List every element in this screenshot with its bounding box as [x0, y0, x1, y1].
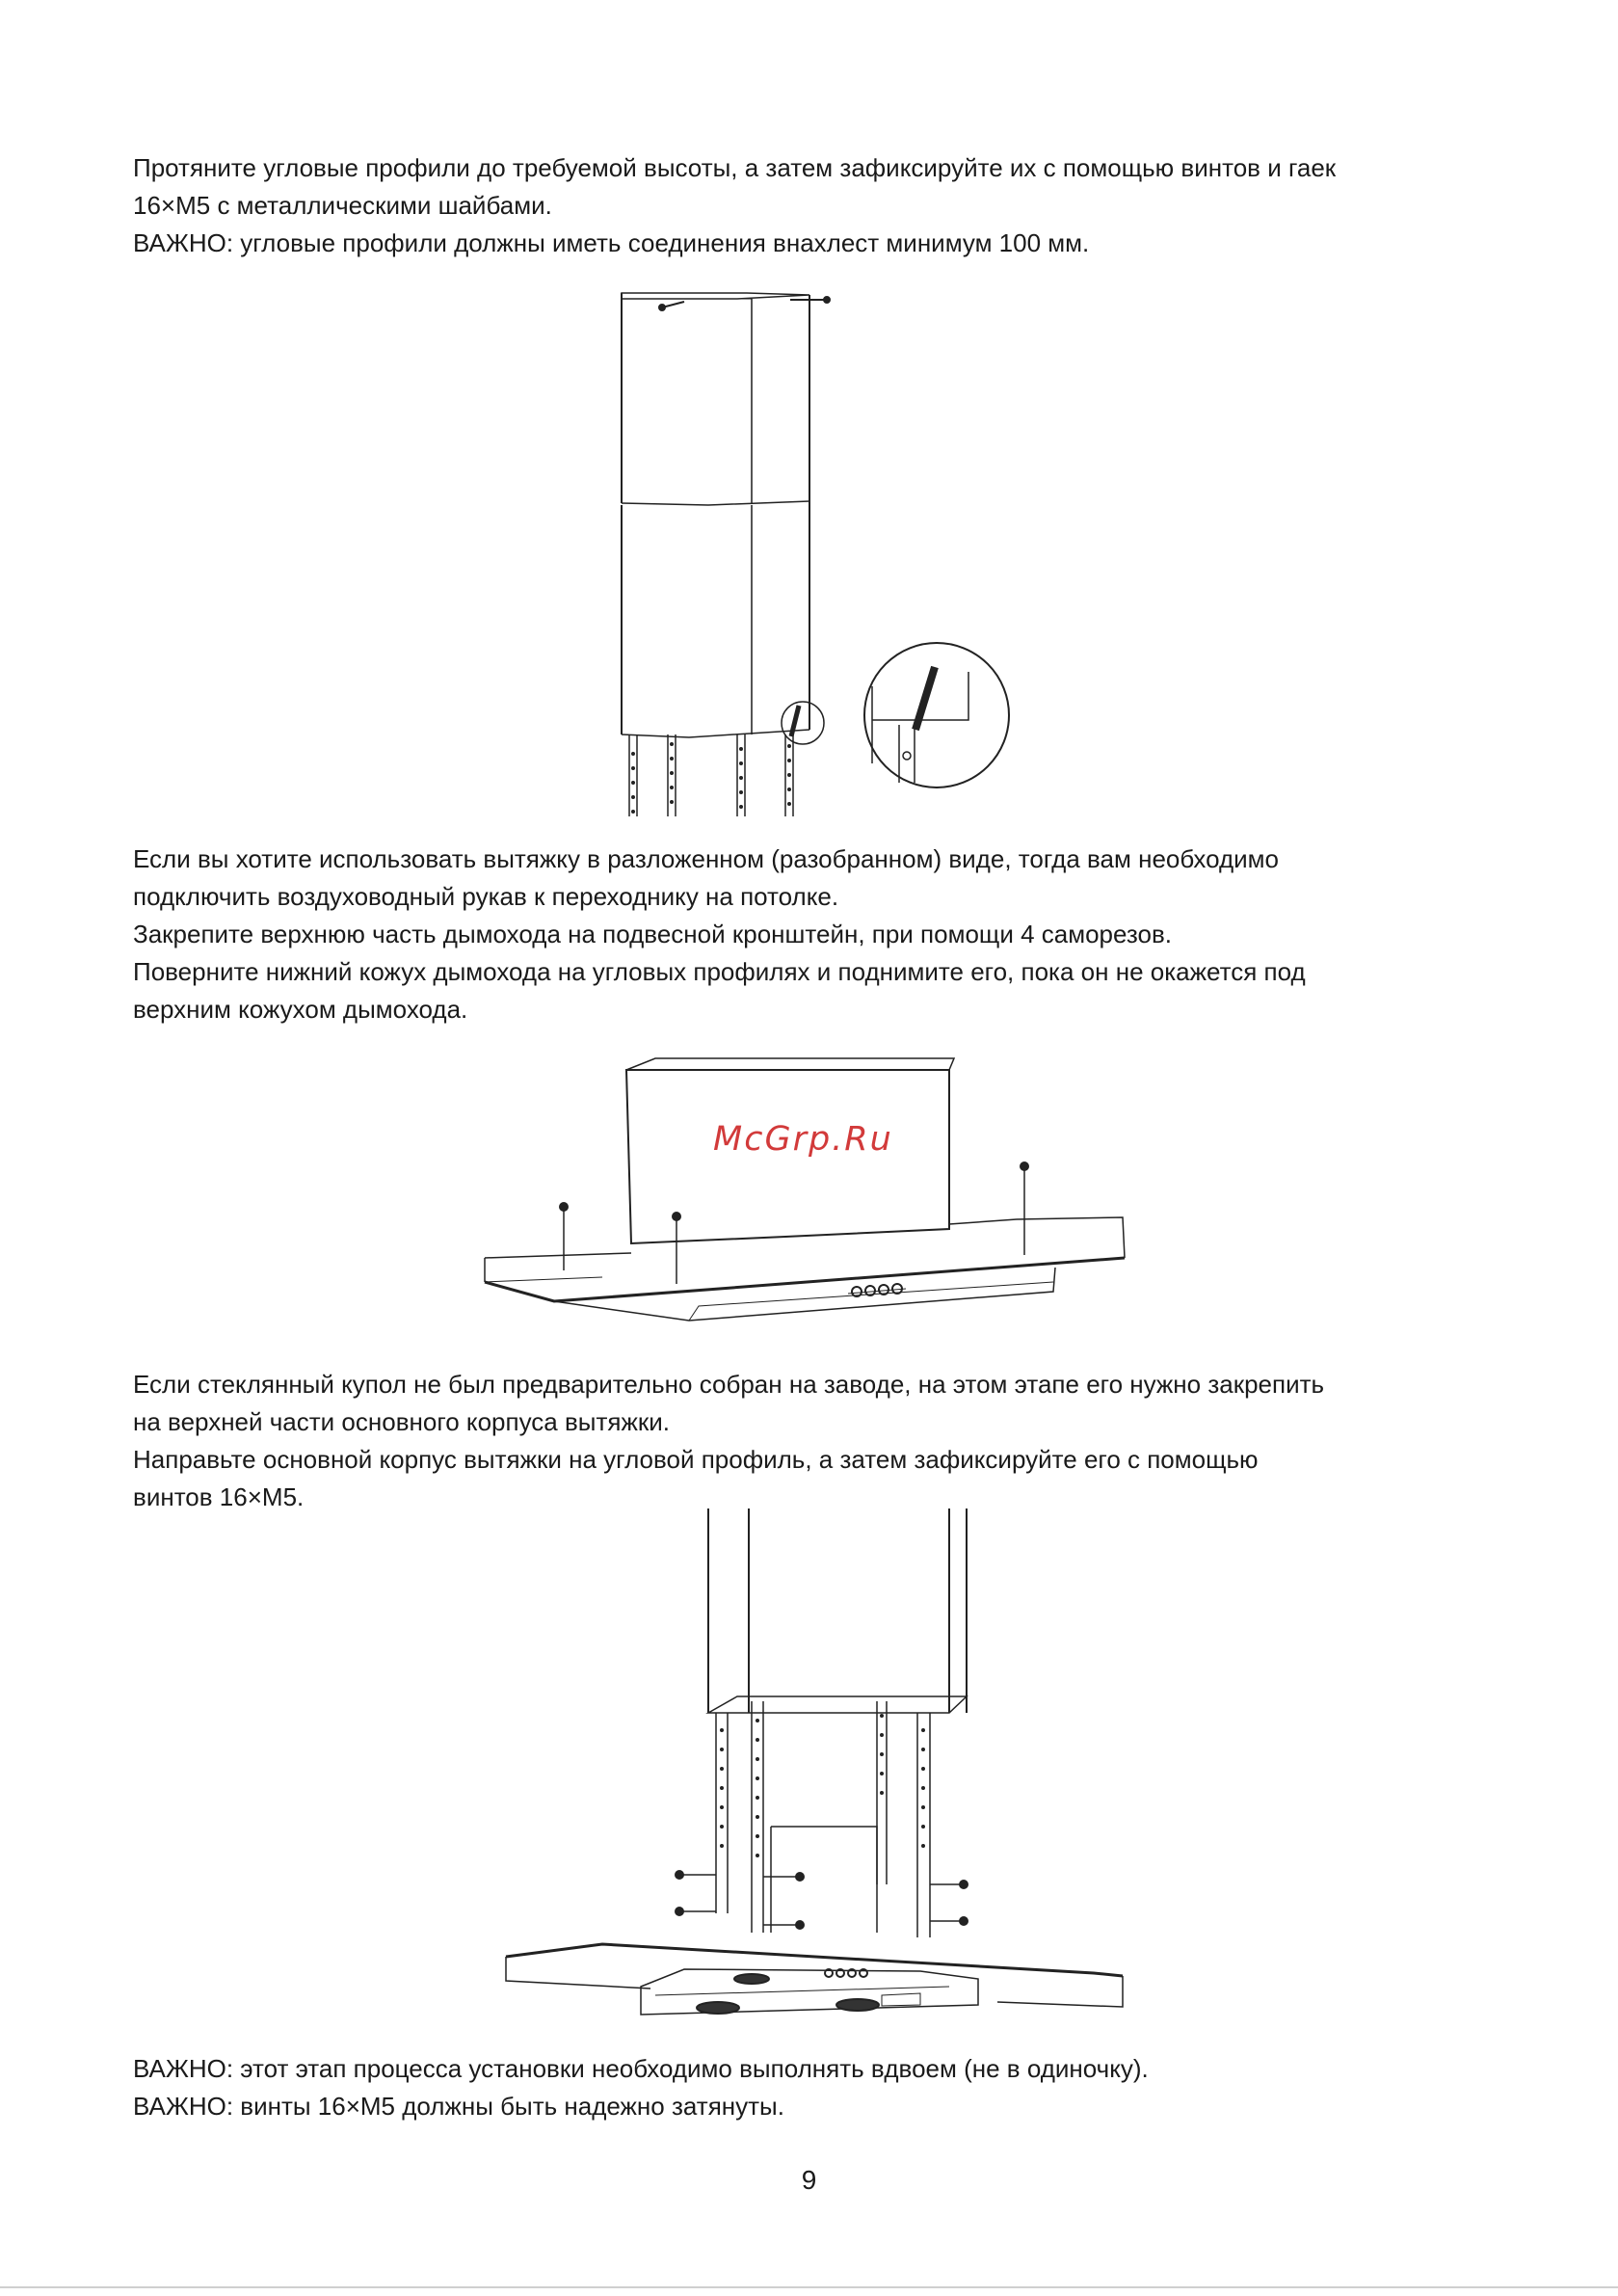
text-line: Поверните нижний кожух дымохода на угловых профилях и поднимите его, пока он не окажется под: [133, 957, 1306, 986]
watermark-text: McGrp.Ru: [713, 1120, 893, 1159]
important-notes-block: [133, 2050, 1501, 2125]
text-line: Направьте основной корпус вытяжки на угловой профиль, а затем зафиксируйте его с помощью: [133, 1445, 1259, 1474]
instruction-block-profiles: [133, 149, 1501, 262]
instruction-block-chimney: [133, 841, 1501, 1028]
chimney-profiles-illustration: [593, 281, 1026, 821]
glass-canopy-illustration: [477, 1051, 1132, 1330]
text-line: верхним кожухом дымохода.: [133, 995, 468, 1024]
text-line: 16×M5 с металлическими шайбами.: [133, 191, 552, 220]
text-line: на верхней части основного корпуса вытяжки.: [133, 1407, 670, 1436]
text-line: Если вы хотите использовать вытяжку в разложенном (разобранном) виде, тогда вам необходимо: [133, 844, 1280, 873]
instruction-block-body: [133, 1366, 1501, 1516]
page-number: 9: [801, 2165, 817, 2195]
important-note: ВАЖНО: угловые профили должны иметь соединения внахлест минимум 100 мм.: [133, 228, 1090, 257]
text-line: Протяните угловые профили до требуемой высоты, а затем зафиксируйте их с помощью винтов и гаек: [133, 153, 1337, 182]
text-line: Закрепите верхнюю часть дымохода на подвесной кронштейн, при помощи 4 саморезов.: [133, 920, 1173, 948]
text-line: подключить воздуховодный рукав к переходнику на потолке.: [133, 882, 839, 911]
bottom-divider: [0, 2286, 1618, 2288]
text-line: винтов 16×M5.: [133, 1482, 305, 1511]
important-note: ВАЖНО: винты 16×M5 должны быть надежно затянуты.: [133, 2092, 784, 2121]
hood-body-mounting-illustration: [496, 1508, 1132, 2029]
text-line: Если стеклянный купол не был предварительно собран на заводе, на этом этапе его нужно закрепить: [133, 1370, 1325, 1399]
important-note: ВАЖНО: этот этап процесса установки необходимо выполнять вдвоем (не в одиночку).: [133, 2054, 1149, 2083]
